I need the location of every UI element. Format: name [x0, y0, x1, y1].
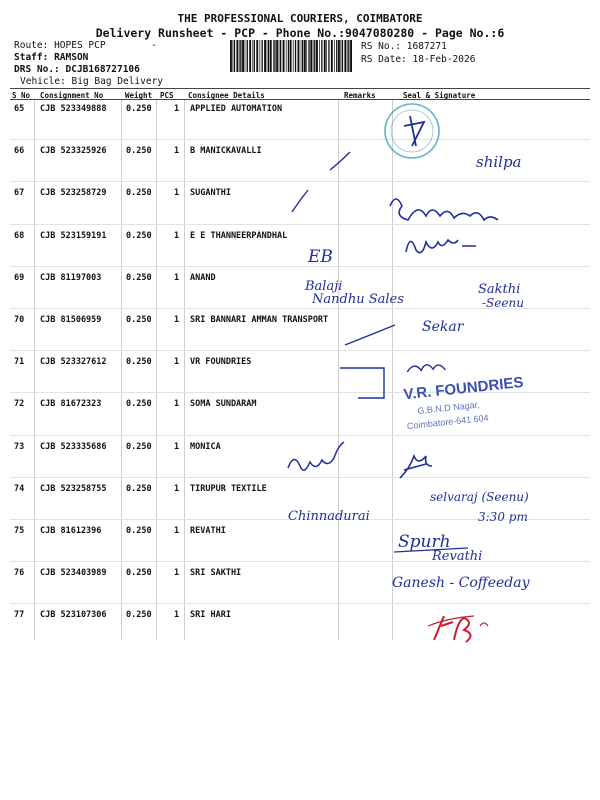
rs-no-label: RS No.:: [361, 41, 402, 52]
drs-line: [14, 64, 140, 75]
pcs-cell: 1: [174, 484, 180, 494]
sno-cell: 74: [14, 484, 25, 494]
barcode-bar: [306, 40, 307, 72]
col-weight: Weight: [125, 91, 153, 100]
barcode-bar: [321, 40, 322, 72]
barcode-bar: [268, 40, 269, 72]
signature-text: Balaji: [305, 279, 343, 294]
stamp-address: G.B.N.D Nagar,: [416, 399, 481, 417]
signature-text: Sekar: [422, 319, 464, 335]
consignment-no-cell: CJB 81506959: [40, 315, 102, 325]
barcode-bar: [273, 40, 274, 72]
consignment-no-cell: CJB 523258729: [40, 188, 107, 198]
sno-cell: 77: [14, 610, 25, 620]
row-separator: [10, 392, 590, 393]
consignment-no-cell: CJB 523403989: [40, 568, 107, 578]
weight-cell: 0.250: [126, 231, 152, 241]
barcode: [230, 40, 354, 72]
drs-value: DCJB168727106: [65, 64, 140, 75]
route-dash: -: [151, 40, 158, 51]
barcode-bar: [295, 40, 296, 72]
rs-no-line: [361, 41, 447, 52]
signature-mark: [330, 152, 350, 170]
signature-scribble: [400, 456, 432, 478]
consignee-cell: TIRUPUR TEXTILE: [190, 484, 267, 494]
sno-cell: 66: [14, 146, 25, 156]
col-seal: Seal & Signature: [403, 91, 476, 100]
signature-text: Ganesh - Coffeeday: [392, 575, 530, 591]
pcs-cell: 1: [174, 357, 180, 367]
barcode-bar: [230, 40, 232, 72]
consignment-no-cell: CJB 523349888: [40, 104, 107, 114]
header-top-rule: [10, 88, 590, 89]
sno-cell: 75: [14, 526, 25, 536]
sno-cell: 67: [14, 188, 25, 198]
vehicle-line: [20, 76, 163, 87]
barcode-bar: [264, 40, 266, 72]
barcode-bar: [270, 40, 272, 72]
barcode-bar: [324, 40, 326, 72]
weight-cell: 0.250: [126, 273, 152, 283]
barcode-bar: [334, 40, 335, 72]
staff-value: RAMSON: [54, 52, 89, 63]
route-value: HOPES PCP: [54, 40, 106, 51]
pcs-cell: 1: [174, 188, 180, 198]
row-separator: [10, 435, 590, 436]
row-separator: [10, 181, 590, 182]
weight-cell: 0.250: [126, 484, 152, 494]
barcode-bar: [245, 40, 246, 72]
consignment-no-cell: CJB 523335686: [40, 442, 107, 452]
row-separator: [10, 350, 590, 351]
signature-text: Spurh: [398, 532, 451, 552]
signature-mark: [394, 548, 468, 552]
signature-mark: [340, 368, 384, 398]
consignee-cell: E E THANNEERPANDHAL: [190, 231, 288, 241]
consignee-cell: B MANICKAVALLI: [190, 146, 262, 156]
consignment-no-cell: CJB 81197003: [40, 273, 102, 283]
pcs-cell: 1: [174, 610, 180, 620]
route-line: [14, 40, 157, 51]
barcode-bar: [341, 40, 342, 72]
barcode-bar: [288, 40, 289, 72]
pcs-cell: 1: [174, 231, 180, 241]
barcode-bar: [286, 40, 287, 72]
weight-cell: 0.250: [126, 442, 152, 452]
sno-cell: 73: [14, 442, 25, 452]
weight-cell: 0.250: [126, 568, 152, 578]
barcode-bar: [234, 40, 235, 72]
pcs-cell: 1: [174, 442, 180, 452]
runsheet-subtitle: Delivery Runsheet - PCP - Phone No.:9047080280 - Page No.:6: [95, 26, 505, 40]
weight-cell: 0.250: [126, 315, 152, 325]
col-sno: S No: [12, 91, 31, 100]
barcode-bar: [242, 40, 244, 72]
signature-text: shilpa: [476, 153, 522, 171]
barcode-bar: [302, 40, 303, 72]
row-separator: [10, 603, 590, 604]
drs-label: DRS No.:: [14, 64, 60, 75]
barcode-bar: [247, 40, 248, 72]
barcode-bar: [314, 40, 315, 72]
barcode-bar: [283, 40, 285, 72]
sno-cell: 71: [14, 357, 25, 367]
barcode-bar: [316, 40, 318, 72]
consignment-no-cell: CJB 81612396: [40, 526, 102, 536]
barcode-bar: [331, 40, 333, 72]
barcode-bar: [338, 40, 340, 72]
weight-cell: 0.250: [126, 399, 152, 409]
barcode-bar: [276, 40, 278, 72]
pcs-cell: 1: [174, 104, 180, 114]
pcs-cell: 1: [174, 315, 180, 325]
consignment-no-cell: CJB 81672323: [40, 399, 102, 409]
barcode-bar: [319, 40, 320, 72]
consignee-cell: APPLIED AUTOMATION: [190, 104, 283, 114]
barcode-bar: [304, 40, 306, 72]
consignee-cell: MONICA: [190, 442, 221, 452]
signature-text: 3:30 pm: [478, 510, 528, 524]
barcode-bar: [233, 40, 234, 72]
row-separator: [10, 519, 590, 520]
barcode-bar: [293, 40, 294, 72]
barcode-bar: [280, 40, 281, 72]
row-separator: [10, 139, 590, 140]
rs-date-label: RS Date:: [361, 54, 407, 65]
barcode-bar: [239, 40, 240, 72]
barcode-bar: [256, 40, 258, 72]
barcode-bar: [313, 40, 314, 72]
barcode-bar: [249, 40, 251, 72]
col-pcs: PCS: [160, 91, 174, 100]
stamp-city: Coimbatore-641 604: [406, 412, 490, 432]
signature-text: EB: [308, 247, 333, 267]
sno-cell: 72: [14, 399, 25, 409]
barcode-bar: [326, 40, 327, 72]
row-separator: [10, 308, 590, 309]
barcode-bar: [240, 40, 241, 72]
signature-mark: [345, 325, 395, 345]
barcode-bar: [260, 40, 261, 72]
barcode-bar: [254, 40, 255, 72]
signature-text: Revathi: [432, 549, 483, 564]
row-separator: [10, 224, 590, 225]
signature-text: Chinnadurai: [288, 509, 370, 524]
barcode-bar: [310, 40, 312, 72]
col-consignment: Consignment No: [40, 91, 104, 100]
barcode-bar: [308, 40, 309, 72]
barcode-bar: [342, 40, 343, 72]
signature-text: Sakthi: [478, 282, 521, 297]
consignment-no-cell: CJB 523258755: [40, 484, 107, 494]
consignment-no-cell: CJB 523327612: [40, 357, 107, 367]
barcode-bar: [344, 40, 346, 72]
consignee-cell: REVATHI: [190, 526, 226, 536]
barcode-bar: [301, 40, 302, 72]
sno-cell: 69: [14, 273, 25, 283]
vehicle-value: Big Bag Delivery: [71, 76, 164, 87]
row-separator: [10, 477, 590, 478]
consignee-cell: SOMA SUNDARAM: [190, 399, 257, 409]
sno-cell: 70: [14, 315, 25, 325]
row-separator: [10, 266, 590, 267]
pcs-cell: 1: [174, 399, 180, 409]
barcode-bar: [350, 40, 352, 72]
barcode-bar: [336, 40, 337, 72]
consignee-cell: SUGANTHI: [190, 188, 231, 198]
pcs-cell: 1: [174, 568, 180, 578]
barcode-bar: [267, 40, 268, 72]
vehicle-label: Vehicle:: [20, 76, 66, 87]
barcode-bar: [328, 40, 329, 72]
stamp-name: V.R. FOUNDRIES: [402, 373, 525, 404]
weight-cell: 0.250: [126, 610, 152, 620]
rs-no-value: 1687271: [406, 41, 447, 52]
red-initials-signature: [428, 616, 488, 642]
round-seal: [385, 104, 439, 158]
signature-scribble: [406, 240, 476, 253]
barcode-bar: [274, 40, 275, 72]
weight-cell: 0.250: [126, 146, 152, 156]
weight-cell: 0.250: [126, 357, 152, 367]
signature-text: -Seenu: [482, 296, 524, 310]
row-separator: [10, 561, 590, 562]
barcode-bar: [236, 40, 238, 72]
signature-mark: [292, 190, 308, 212]
consignee-cell: SRI BANNARI AMMAN TRANSPORT: [190, 315, 329, 325]
barcode-bar: [252, 40, 253, 72]
sno-cell: 68: [14, 231, 25, 241]
company-stamp: [401, 355, 527, 431]
sno-cell: 76: [14, 568, 25, 578]
rs-date-value: 18-Feb-2026: [412, 54, 476, 65]
weight-cell: 0.250: [126, 104, 152, 114]
consignment-no-cell: CJB 523325926: [40, 146, 107, 156]
rs-date-line: [361, 54, 475, 65]
signature-text: selvaraj (Seenu): [430, 490, 529, 504]
staff-label: Staff:: [14, 52, 49, 63]
col-consignee: Consignee Details: [188, 91, 265, 100]
barcode-bar: [347, 40, 348, 72]
consignment-no-cell: CJB 523107306: [40, 610, 107, 620]
signature-text: Nandhu Sales: [312, 292, 404, 307]
pcs-cell: 1: [174, 526, 180, 536]
weight-cell: 0.250: [126, 526, 152, 536]
pcs-cell: 1: [174, 146, 180, 156]
barcode-bar: [348, 40, 349, 72]
consignment-no-cell: CJB 523159191: [40, 231, 107, 241]
barcode-bar: [290, 40, 292, 72]
consignee-cell: SRI HARI: [190, 610, 231, 620]
weight-cell: 0.250: [126, 188, 152, 198]
consignee-cell: VR FOUNDRIES: [190, 357, 252, 367]
pcs-cell: 1: [174, 273, 180, 283]
signature-scribble: [390, 199, 498, 220]
barcode-bar: [298, 40, 300, 72]
company-title: THE PROFESSIONAL COURIERS, COIMBATORE: [177, 12, 423, 25]
signature-scribble: [288, 442, 344, 470]
col-remarks: Remarks: [344, 91, 376, 100]
consignee-cell: SRI SAKTHI: [190, 568, 242, 578]
route-label: Route:: [14, 40, 49, 51]
sno-cell: 65: [14, 104, 25, 114]
consignee-cell: ANAND: [190, 273, 216, 283]
barcode-bar: [262, 40, 263, 72]
staff-line: [14, 52, 88, 63]
barcode-bar: [279, 40, 280, 72]
